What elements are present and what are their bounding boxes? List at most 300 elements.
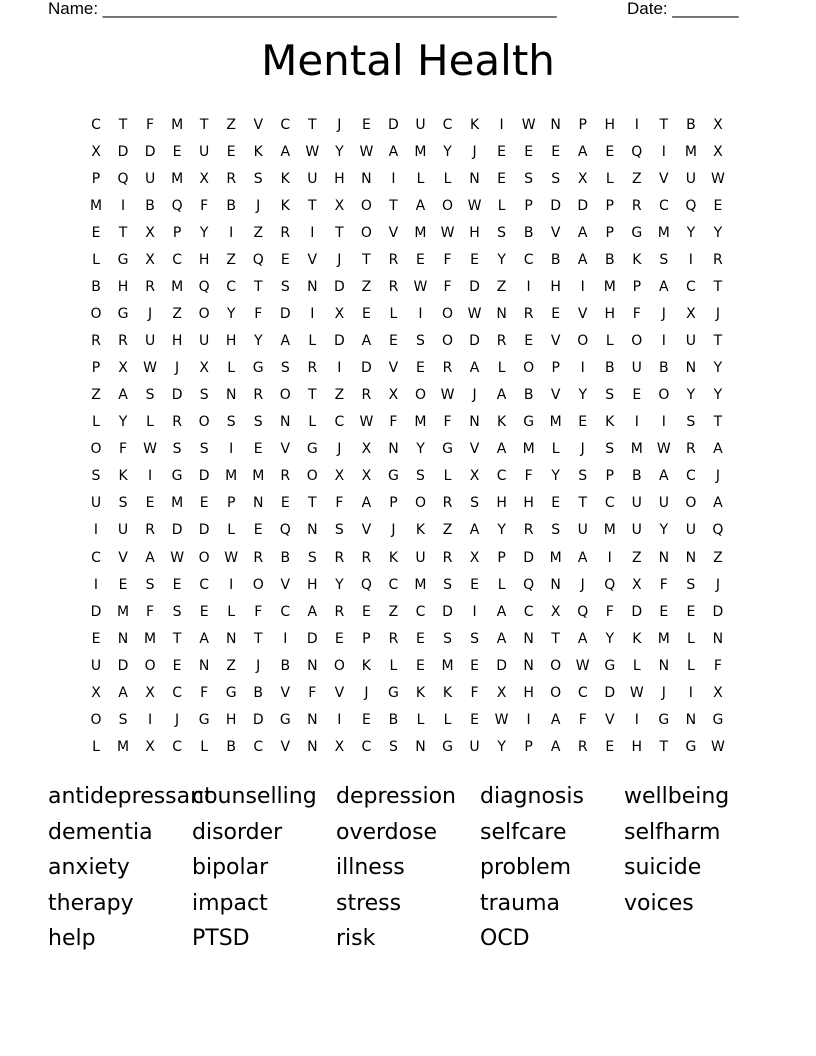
grid-letter: P [605,468,614,485]
grid-letter: K [415,684,426,701]
grid-letter: A [550,738,561,755]
grid-letter: K [280,198,290,215]
grid-letter: O [252,576,264,593]
grid-letter: R [496,333,507,350]
grid-letter: A [361,333,372,350]
grid-letter: R [361,387,372,404]
grid-letter: A [388,144,399,161]
grid-letter: N [523,630,534,647]
grid-letter: H [604,117,616,133]
grid-letter: Y [443,144,452,161]
grid-letter: D [361,360,372,377]
grid-letter: Y [659,522,669,539]
word-list-item: stress [336,890,402,916]
grid-letter: A [496,387,507,404]
grid-letter: N [361,171,372,188]
grid-letter: L [686,630,695,647]
grid-letter: E [578,414,588,431]
grid-row [83,490,733,517]
grid-letter: F [389,414,398,431]
grid-letter: F [146,603,155,620]
grid-letter: G [604,657,616,674]
grid-letter: I [148,711,153,728]
grid-letter: D [279,306,291,323]
grid-row [83,653,733,680]
grid-letter: Z [334,387,345,404]
name-field-label: Name: ________________________________________________ [48,0,557,18]
grid-letter: M [603,279,616,296]
grid-letter: M [171,171,184,188]
grid-letter: X [361,468,372,485]
grid-letter: X [713,684,723,701]
grid-letter: R [686,441,696,458]
grid-letter: C [280,117,291,133]
grid-letter: S [686,576,696,593]
grid-letter: M [144,630,157,647]
grid-letter: M [414,414,427,431]
grid-letter: X [91,684,101,701]
grid-letter: R [523,522,534,539]
grid-letter: E [280,252,290,269]
grid-letter: G [117,306,129,323]
grid-letter: L [389,306,398,323]
grid-letter: R [91,333,101,350]
grid-letter: Z [632,171,642,188]
grid-letter: N [307,522,318,539]
grid-letter: M [414,225,427,242]
grid-letter: O [198,549,210,566]
grid-letter: Q [279,522,291,539]
grid-letter: W [359,144,374,161]
grid-letter: J [580,441,585,458]
grid-letter: O [360,198,372,215]
grid-letter: O [550,684,562,701]
word-list-item: selfcare [480,819,567,845]
grid-letter: C [577,684,588,701]
grid-letter: L [200,738,209,755]
grid-letter: Y [335,576,344,593]
grid-letter: O [198,414,210,431]
grid-letter: R [280,468,291,485]
grid-letter: Z [226,657,236,674]
grid-letter: J [256,657,261,674]
grid-row [83,626,733,653]
grid-letter: L [443,711,452,728]
grid-letter: C [253,738,264,755]
grid-letter: U [631,495,642,512]
grid-letter: L [497,198,506,215]
grid-letter: S [551,522,561,539]
word-list-item: selfharm [624,819,721,845]
grid-letter: E [416,630,425,647]
grid-row [83,301,733,328]
grid-letter: D [333,279,345,296]
grid-letter: E [470,657,479,674]
grid-letter: M [414,576,427,593]
grid-letter: H [604,306,616,323]
word-list-item: wellbeing [624,784,730,809]
word-list-row [48,780,768,816]
grid-letter: Y [686,225,696,242]
grid-letter: M [549,414,562,431]
grid-letter: A [577,144,588,161]
grid-letter: N [225,387,237,404]
grid-letter: E [172,657,182,674]
grid-letter: P [362,630,371,647]
grid-letter: X [334,306,345,323]
grid-letter: G [225,684,237,701]
grid-letter: L [92,414,100,431]
grid-letter: E [361,117,371,133]
grid-letter: R [523,306,534,323]
word-list-item: dementia [48,819,153,845]
grid-letter: O [198,306,210,323]
grid-letter: D [469,333,480,350]
grid-letter: D [333,333,345,350]
grid-letter: W [143,441,157,458]
grid-letter: T [659,738,669,755]
grid-letter: P [497,549,506,566]
grid-letter: O [577,333,589,350]
grid-letter: H [198,252,210,269]
grid-letter: I [472,603,477,620]
grid-letter: A [577,549,588,566]
grid-letter: H [496,495,507,512]
grid-letter: M [414,144,427,161]
grid-letter: V [550,333,561,350]
grid-letter: C [172,738,182,755]
grid-letter: U [144,333,156,350]
grid-letter: C [172,684,182,701]
grid-letter: K [280,171,290,188]
grid-letter: I [499,117,504,133]
grid-letter: R [577,738,588,755]
grid-letter: E [253,441,263,458]
grid-letter: L [416,711,425,728]
grid-letter: M [657,225,670,242]
grid-letter: U [685,333,696,350]
grid-letter: E [253,522,263,539]
grid-letter: K [497,414,507,431]
grid-letter: I [580,360,585,377]
grid-letter: W [575,657,590,674]
grid-letter: I [634,117,639,133]
grid-letter: X [496,684,507,701]
grid-letter: W [494,711,509,728]
grid-letter: S [172,603,182,620]
grid-letter: D [388,117,399,133]
grid-letter: T [713,414,723,431]
grid-letter: D [469,279,480,296]
grid-letter: M [684,144,697,161]
grid-letter: K [253,144,263,161]
grid-letter: U [658,495,669,512]
grid-letter: X [632,576,642,593]
grid-letter: F [308,684,317,701]
grid-letter: A [361,495,372,512]
grid-letter: X [334,198,345,215]
grid-letter: O [90,711,102,728]
grid-letter: Y [497,522,506,539]
grid-letter: I [229,576,234,593]
grid-row [83,734,733,761]
grid-letter: O [631,333,643,350]
grid-letter: B [280,549,291,566]
word-list-item: OCD [480,926,530,951]
grid-letter: H [117,279,129,296]
grid-letter: A [118,387,128,404]
grid-letter: T [118,117,128,133]
grid-letter: M [116,603,130,620]
grid-letter: S [497,225,507,242]
grid-letter: F [443,279,452,296]
grid-row [83,436,733,463]
grid-letter: H [225,333,237,350]
grid-letter: P [226,495,236,512]
grid-letter: E [497,171,507,188]
grid-letter: S [470,630,479,647]
grid-row [83,328,733,355]
grid-letter: M [630,441,643,458]
grid-letter: U [415,549,426,566]
grid-letter: P [389,495,398,512]
grid-letter: V [361,522,372,539]
grid-letter: I [93,576,99,593]
grid-letter: W [440,387,455,404]
grid-letter: Y [551,468,560,485]
grid-letter: J [337,117,342,133]
grid-row [83,599,733,626]
grid-letter: V [280,576,291,593]
grid-letter: W [413,279,428,296]
grid-letter: G [117,252,129,269]
grid-letter: F [335,495,344,512]
grid-letter: X [469,549,480,566]
grid-letter: H [334,171,345,188]
grid-letter: L [227,360,236,377]
grid-letter: F [632,306,641,323]
grid-letter: V [307,252,318,269]
grid-letter: I [337,711,342,728]
grid-letter: C [172,252,182,269]
grid-letter: M [657,630,670,647]
grid-letter: I [310,225,315,242]
grid-letter: M [171,495,184,512]
grid-letter: Q [604,576,616,593]
grid-letter: J [472,144,477,161]
grid-letter: S [199,441,209,458]
grid-letter: Z [226,117,236,133]
grid-letter: B [550,252,561,269]
grid-letter: X [550,603,561,620]
grid-letter: J [337,252,342,269]
grid-letter: Y [605,630,615,647]
grid-letter: N [307,711,318,728]
grid-letter: B [253,684,264,701]
grid-letter: E [659,603,669,620]
grid-letter: B [659,360,669,377]
grid-letter: F [713,657,722,674]
grid-letter: T [308,117,317,133]
grid-letter: V [469,441,480,458]
grid-letter: N [550,117,561,133]
grid-letter: I [283,630,288,647]
grid-letter: T [308,198,317,215]
grid-letter: E [361,306,371,323]
grid-letter: Q [360,576,372,593]
grid-letter: S [145,576,155,593]
grid-row [83,382,733,409]
grid-letter: N [658,549,670,566]
grid-letter: O [550,657,562,674]
grid-letter: S [253,171,263,188]
grid-letter: P [91,360,101,377]
grid-letter: O [279,387,291,404]
grid-letter: W [305,144,320,161]
grid-letter: U [685,522,696,539]
grid-letter: T [172,630,182,647]
grid-letter: E [91,630,101,647]
grid-letter: T [578,495,587,512]
grid-letter: L [632,657,641,674]
grid-letter: F [200,684,209,701]
grid-letter: L [146,414,154,431]
grid-letter: Z [713,549,723,566]
grid-letter: C [334,414,345,431]
grid-letter: U [199,333,210,350]
grid-letter: X [686,306,696,323]
grid-letter: S [686,414,696,431]
grid-letter: X [145,684,155,701]
grid-letter: H [523,684,534,701]
grid-letter: A [307,603,318,620]
grid-letter: F [605,603,614,620]
grid-letter: S [91,468,101,485]
grid-letter: I [688,252,693,269]
word-list-row [48,851,768,887]
grid-letter: U [469,738,480,755]
grid-letter: Z [91,387,101,404]
grid-letter: B [523,225,534,242]
grid-letter: Y [686,387,696,404]
grid-letter: S [334,522,344,539]
grid-letter: D [117,657,129,674]
grid-letter: T [713,333,723,350]
grid-letter: W [710,738,725,755]
grid-letter: E [280,495,290,512]
grid-letter: I [661,414,666,431]
grid-letter: P [172,225,182,242]
grid-letter: G [685,738,697,755]
grid-letter: S [280,279,290,296]
grid-letter: A [550,711,561,728]
grid-letter: D [171,522,183,539]
grid-row [83,247,733,274]
grid-letter: J [175,360,180,377]
grid-letter: U [90,657,102,674]
grid-letter: V [388,360,399,377]
grid-letter: U [90,495,102,512]
grid-letter: E [199,495,209,512]
grid-letter: N [117,630,129,647]
grid-letter: L [443,468,452,485]
grid-letter: B [226,738,236,755]
grid-letter: R [253,387,264,404]
grid-letter: M [171,117,184,133]
grid-letter: S [443,630,452,647]
grid-letter: A [713,441,723,458]
word-list-item: problem [480,855,572,880]
grid-letter: E [632,387,642,404]
grid-letter: E [361,603,371,620]
grid-letter: A [496,441,507,458]
grid-letter: C [226,279,237,296]
grid-letter: J [661,684,666,701]
grid-letter: X [388,387,399,404]
grid-letter: P [524,198,533,215]
grid-row [83,707,733,734]
grid-letter: S [118,711,128,728]
grid-letter: F [119,441,128,458]
grid-letter: E [605,144,615,161]
grid-letter: D [90,603,102,620]
grid-letter: G [658,711,670,728]
grid-letter: R [442,549,453,566]
grid-letter: Q [577,603,589,620]
grid-letter: V [604,711,615,728]
grid-letter: F [443,252,452,269]
grid-letter: P [632,279,642,296]
grid-letter: O [333,657,345,674]
grid-letter: M [252,468,265,485]
word-list-row [48,922,768,958]
grid-letter: R [226,171,237,188]
grid-letter: S [199,387,209,404]
grid-row [83,193,733,220]
grid-letter: X [713,117,723,133]
grid-letter: H [523,495,534,512]
grid-letter: U [144,171,156,188]
grid-letter: R [334,603,345,620]
grid-letter: I [607,549,612,566]
grid-letter: L [308,414,317,431]
grid-letter: E [551,144,561,161]
grid-letter: C [658,198,669,215]
grid-letter: C [604,495,615,512]
grid-letter: U [117,522,129,539]
grid-letter: T [308,495,317,512]
grid-letter: P [91,171,101,188]
grid-letter: M [116,738,130,755]
grid-letter: E [551,306,561,323]
grid-letter: C [523,252,534,269]
grid-letter: U [307,171,318,188]
grid-letter: M [603,522,616,539]
grid-letter: S [118,495,128,512]
grid-letter: J [472,387,477,404]
word-list-item: illness [336,855,405,880]
grid-letter: D [550,198,562,215]
grid-letter: N [307,657,318,674]
grid-letter: Q [712,522,724,539]
grid-letter: T [659,117,669,133]
grid-letter: S [416,333,425,350]
grid-letter: N [550,576,561,593]
grid-letter: I [229,441,234,458]
grid-letter: D [198,468,210,485]
grid-letter: R [334,549,345,566]
grid-letter: R [442,360,453,377]
